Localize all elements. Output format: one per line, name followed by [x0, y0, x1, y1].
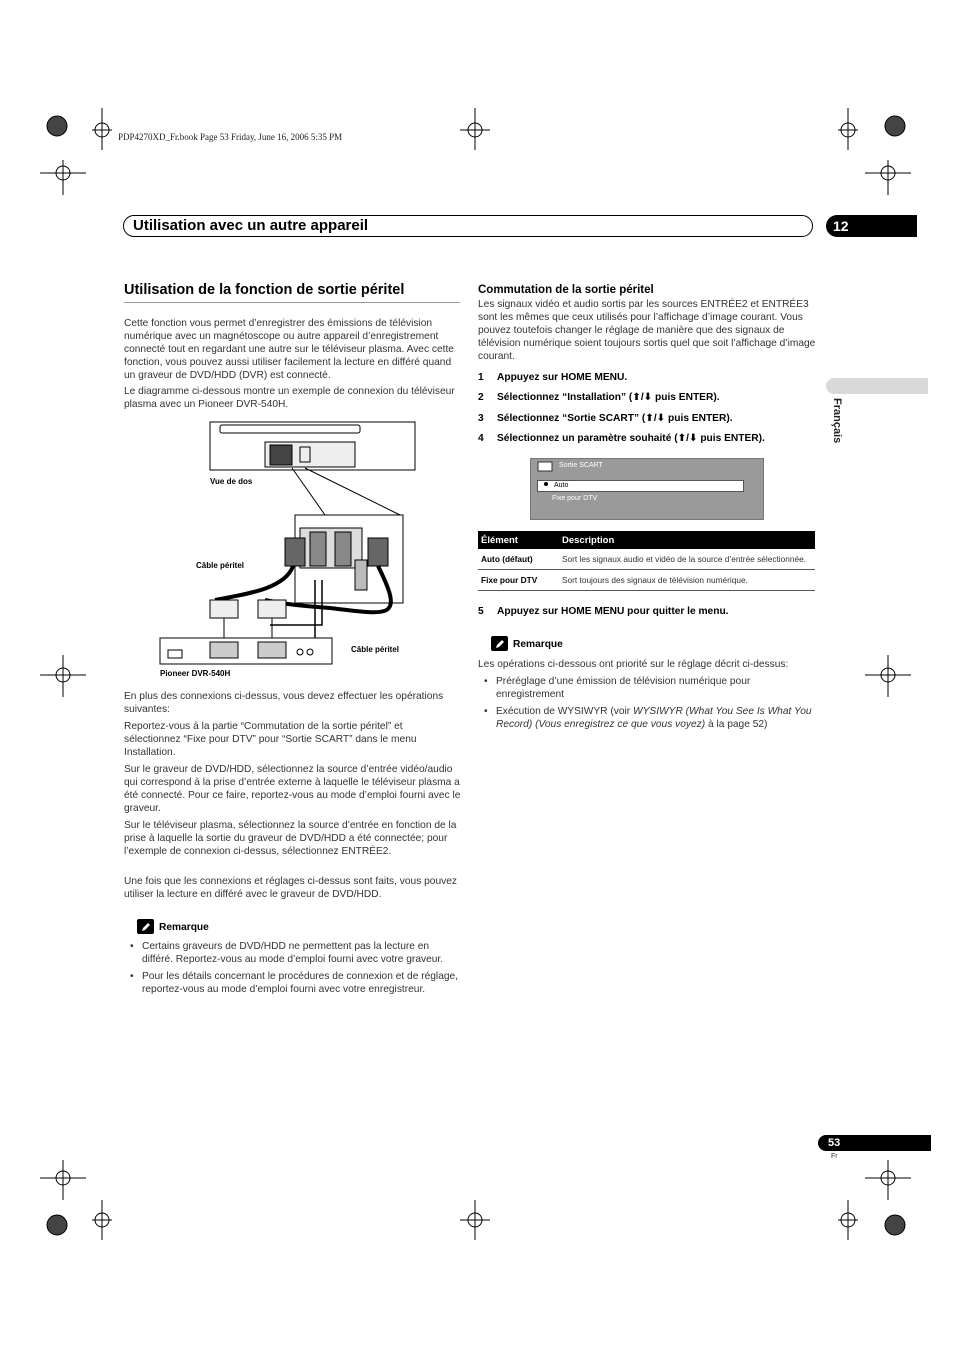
step-4: 4 Sélectionnez un paramètre souhaité (⬆/⬇ puis ENTER).	[478, 433, 765, 444]
note-intro: Les opérations ci-dessous ont priorité sur le réglage décrit ci-dessus:	[478, 659, 789, 670]
table-header-description: Description	[559, 531, 815, 549]
recorder-label: Pioneer DVR-540H	[160, 669, 231, 678]
note-label: Remarque	[513, 639, 563, 650]
note-list	[478, 675, 816, 735]
page-number: 53	[818, 1135, 931, 1151]
chapter-title: Utilisation avec un autre appareil	[133, 217, 369, 234]
intro-paragraph-1: Cette fonction vous permet d’enregistrer des émissions de télévision numérique avec un magnétoscope ou autre appareil d’enregistrement connecté tout en regardant une autre sur le téléviseur plasma. Avec cette fonction, vous pouvez aussi utiliser facilement la lecture en différé quand un graveur de DVD/HDD (DVR) est connecté.	[124, 318, 454, 381]
step-5: 5 Appuyez sur HOME MENU pour quitter le menu.	[478, 606, 729, 617]
note-item: • Préréglage d’une émission de télévision numérique pour enregistrement	[478, 675, 816, 701]
language-tab	[826, 378, 928, 394]
note-label: Remarque	[159, 922, 209, 933]
language-label: Français	[831, 398, 843, 444]
settings-table	[478, 531, 815, 591]
body-paragraph-2: Reportez-vous à la partie “Commutation de la sortie péritel” et sélectionnez “Fixe pour DTV” pour “Sortie SCART” dans le menu Installation.	[124, 721, 417, 758]
menu-title: Sortie SCART	[559, 462, 603, 469]
menu-option-fixe-dtv[interactable]: Fixe pour DTV	[552, 495, 598, 502]
body-paragraph-1: En plus des connexions ci-dessus, vous devez effectuer les opérations suivantes:	[124, 691, 444, 715]
selected-dot-icon	[544, 482, 548, 486]
menu-option-auto[interactable]: Auto	[537, 480, 744, 492]
subsection-heading: Commutation de la sortie péritel	[478, 284, 654, 296]
note-pencil-icon	[137, 919, 154, 934]
connection-diagram	[150, 420, 425, 680]
step-3: 3 Sélectionnez “Sortie SCART” (⬆/⬇ puis ENTER).	[478, 413, 733, 424]
note-item: • Pour les détails concernant le procédures de connexion et de réglage, reportez-vous au mode d’emploi fourni avec votre enregistreur.	[124, 970, 462, 996]
heading-rule	[124, 302, 460, 303]
section-heading: Utilisation de la fonction de sortie péritel	[124, 282, 405, 298]
body-paragraph-5: Une fois que les connexions et réglages ci-dessus sont faits, vous pouvez utiliser la lecture en différé avec le graveur de DVD/HDD.	[124, 876, 457, 900]
note-item: • Certains graveurs de DVD/HDD ne permettent pas la lecture en différé. Reportez-vous au mode d’emploi fourni avec votre graveur.	[124, 940, 462, 966]
scart-cable-label-2: Câble péritel	[351, 645, 400, 654]
intro-paragraph-2: Le diagramme ci-dessous montre un exemple de connexion du téléviseur plasma avec un Pioneer DVR-540H.	[124, 386, 455, 410]
scart-menu-screenshot	[530, 458, 764, 520]
note-list	[124, 940, 462, 1000]
note-pencil-icon	[491, 636, 508, 651]
step-2: 2 Sélectionnez “Installation” (⬆/⬇ puis ENTER).	[478, 392, 720, 403]
chapter-number: 12	[826, 215, 917, 237]
book-info-line: PDP4270XD_Fr.book Page 53 Friday, June 16, 2006 5:35 PM	[118, 132, 343, 142]
tv-icon	[537, 461, 555, 473]
table-header-element: Élément	[478, 531, 559, 549]
table-row: Auto (défaut) Sort les signaux audio et vidéo de la source d’entrée sélectionnée.	[478, 549, 815, 570]
step-1: 1 Appuyez sur HOME MENU.	[478, 372, 628, 383]
table-row: Fixe pour DTV Sort toujours des signaux de télévision numérique.	[478, 570, 815, 591]
scart-cable-label-1: Câble péritel	[196, 561, 245, 570]
body-paragraph-3: Sur le graveur de DVD/HDD, sélectionnez la source d’entrée vidéo/audio qui correspond à la prise d’entrée externe à laquelle le téléviseur plasma a été connecté. Pour ce faire, reportez-vous au mode d’emploi fourni avec le graveur.	[124, 764, 461, 814]
note-item: • Exécution de WYSIWYR (voir WYSIWYR (What You See Is What You Record) (Vous enregistrez ce que vous voyez) à la page 52)	[478, 705, 816, 731]
right-intro: Les signaux vidéo et audio sortis par les sources ENTRÉE2 et ENTRÉE3 sont les mêmes que ceux utilisés pour l’affichage d’image courant. Vous pouvez toutefois changer le réglage de manière que des signaux de télévision numérique soient toujours sortis quel que soit l’affichage d’image courant.	[478, 299, 816, 362]
body-paragraph-4: Sur le téléviseur plasma, sélectionnez la source d’entrée en fonction de la prise à laquelle la sortie du graveur de DVD/HDD a été connectée; pour l’exemple de connexion ci-dessus, sélectionnez ENTRÉE2.	[124, 820, 457, 857]
rear-view-label: Vue de dos	[210, 477, 253, 486]
language-code: Fr	[831, 1153, 838, 1160]
